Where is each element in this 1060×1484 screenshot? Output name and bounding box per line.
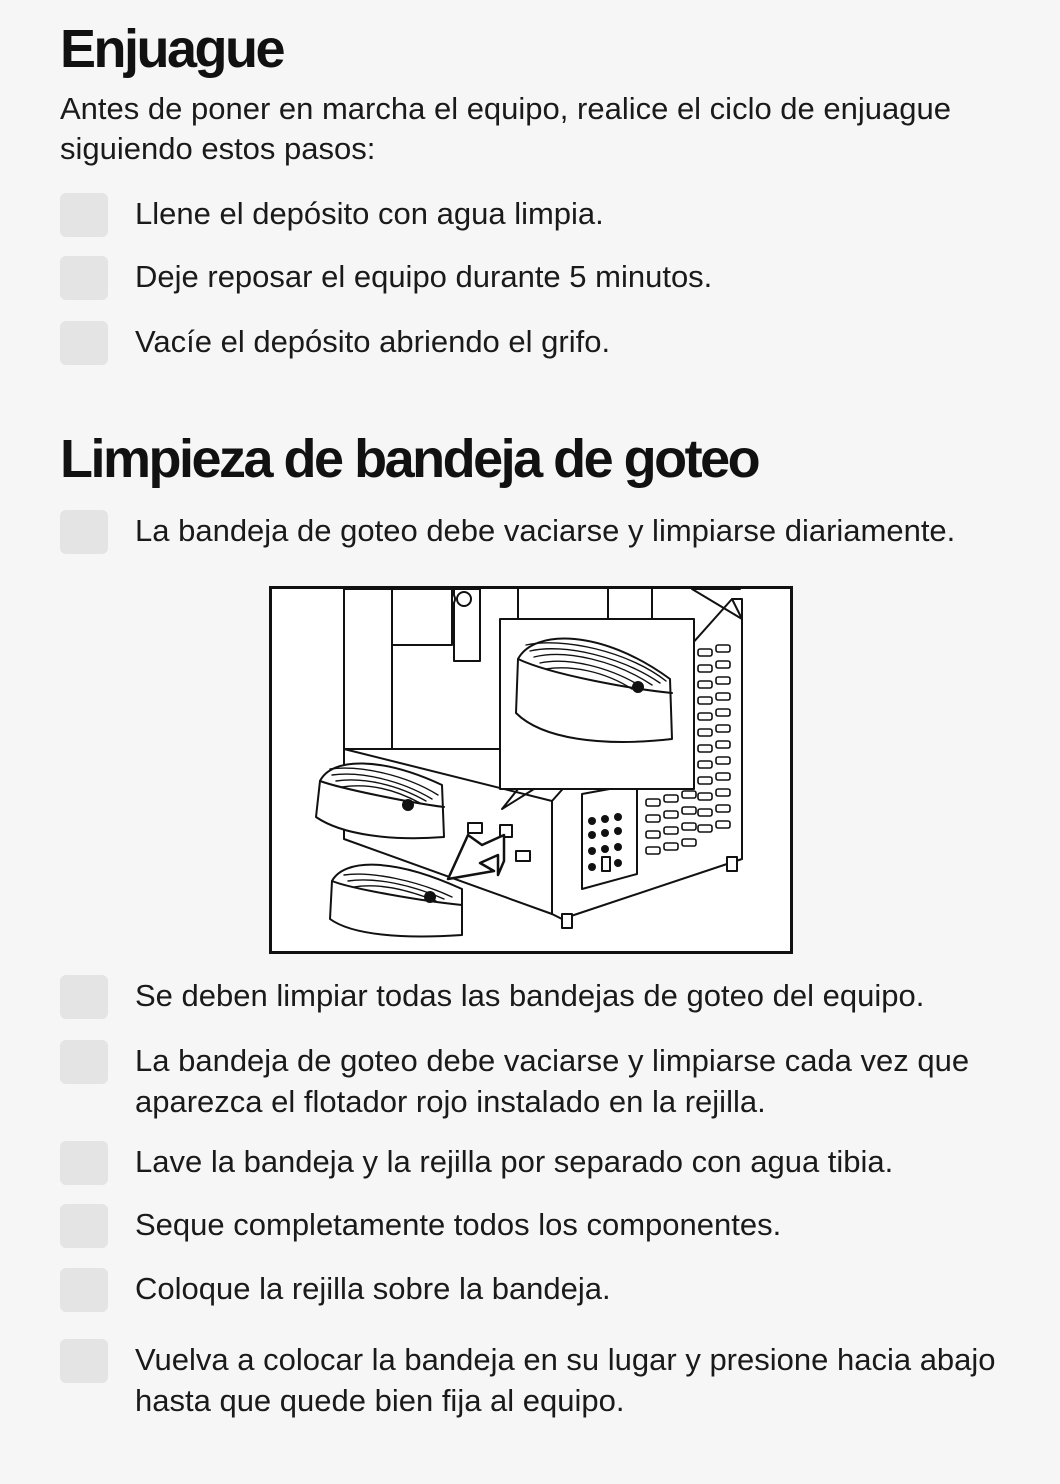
checkbox[interactable] <box>60 1268 108 1312</box>
checklist-item-text: Llene el depósito con agua limpia. <box>135 196 604 231</box>
checklist-item <box>60 256 1020 300</box>
section-title-enjuague: Enjuague <box>60 19 284 79</box>
checkbox[interactable] <box>60 1339 108 1383</box>
checkbox[interactable] <box>60 510 108 554</box>
checklist-item-text: Coloque la rejilla sobre la bandeja. <box>135 1271 611 1306</box>
checklist-item-text: Deje reposar el equipo durante 5 minutos. <box>135 259 713 294</box>
checklist-item <box>60 193 1020 237</box>
checklist-item-text: Lave la bandeja y la rejilla por separado con agua tibia. <box>135 1144 894 1179</box>
checklist-item <box>60 510 1020 554</box>
checkbox[interactable] <box>60 1040 108 1084</box>
checklist-item-text: Vacíe el depósito abriendo el grifo. <box>135 324 611 359</box>
drip-tray-illustration <box>269 586 793 954</box>
checklist-item <box>60 321 1020 365</box>
checklist-item <box>60 1204 1020 1248</box>
checklist-item <box>60 1040 1020 1122</box>
checklist-item <box>60 1141 1020 1185</box>
checklist-item-text: Se deben limpiar todas las bandejas de goteo del equipo. <box>135 978 925 1013</box>
checklist-item <box>60 975 1020 1019</box>
checklist-item <box>60 1268 1020 1312</box>
checklist-item-text: Seque completamente todos los componentes. <box>135 1207 782 1242</box>
checkbox[interactable] <box>60 321 108 365</box>
section-title-limpieza: Limpieza de bandeja de goteo <box>60 429 759 489</box>
checklist-item-text: La bandeja de goteo debe vaciarse y limpiarse cada vez que aparezca el flotador rojo instalado en la rejilla. <box>135 1043 970 1119</box>
checklist-item <box>60 1339 1020 1421</box>
drip-tray-removal-icon <box>272 589 790 951</box>
checkbox[interactable] <box>60 1204 108 1248</box>
checkbox[interactable] <box>60 256 108 300</box>
checklist-item-text: Vuelva a colocar la bandeja en su lugar y presione hacia abajo hasta que quede bien fija al equipo. <box>135 1342 996 1418</box>
checklist-item-text: La bandeja de goteo debe vaciarse y limpiarse diariamente. <box>135 513 956 548</box>
checkbox[interactable] <box>60 975 108 1019</box>
section-intro-enjuague: Antes de poner en marcha el equipo, realice el ciclo de enjuague siguiendo estos pasos: <box>60 91 951 166</box>
checkbox[interactable] <box>60 1141 108 1185</box>
checkbox[interactable] <box>60 193 108 237</box>
